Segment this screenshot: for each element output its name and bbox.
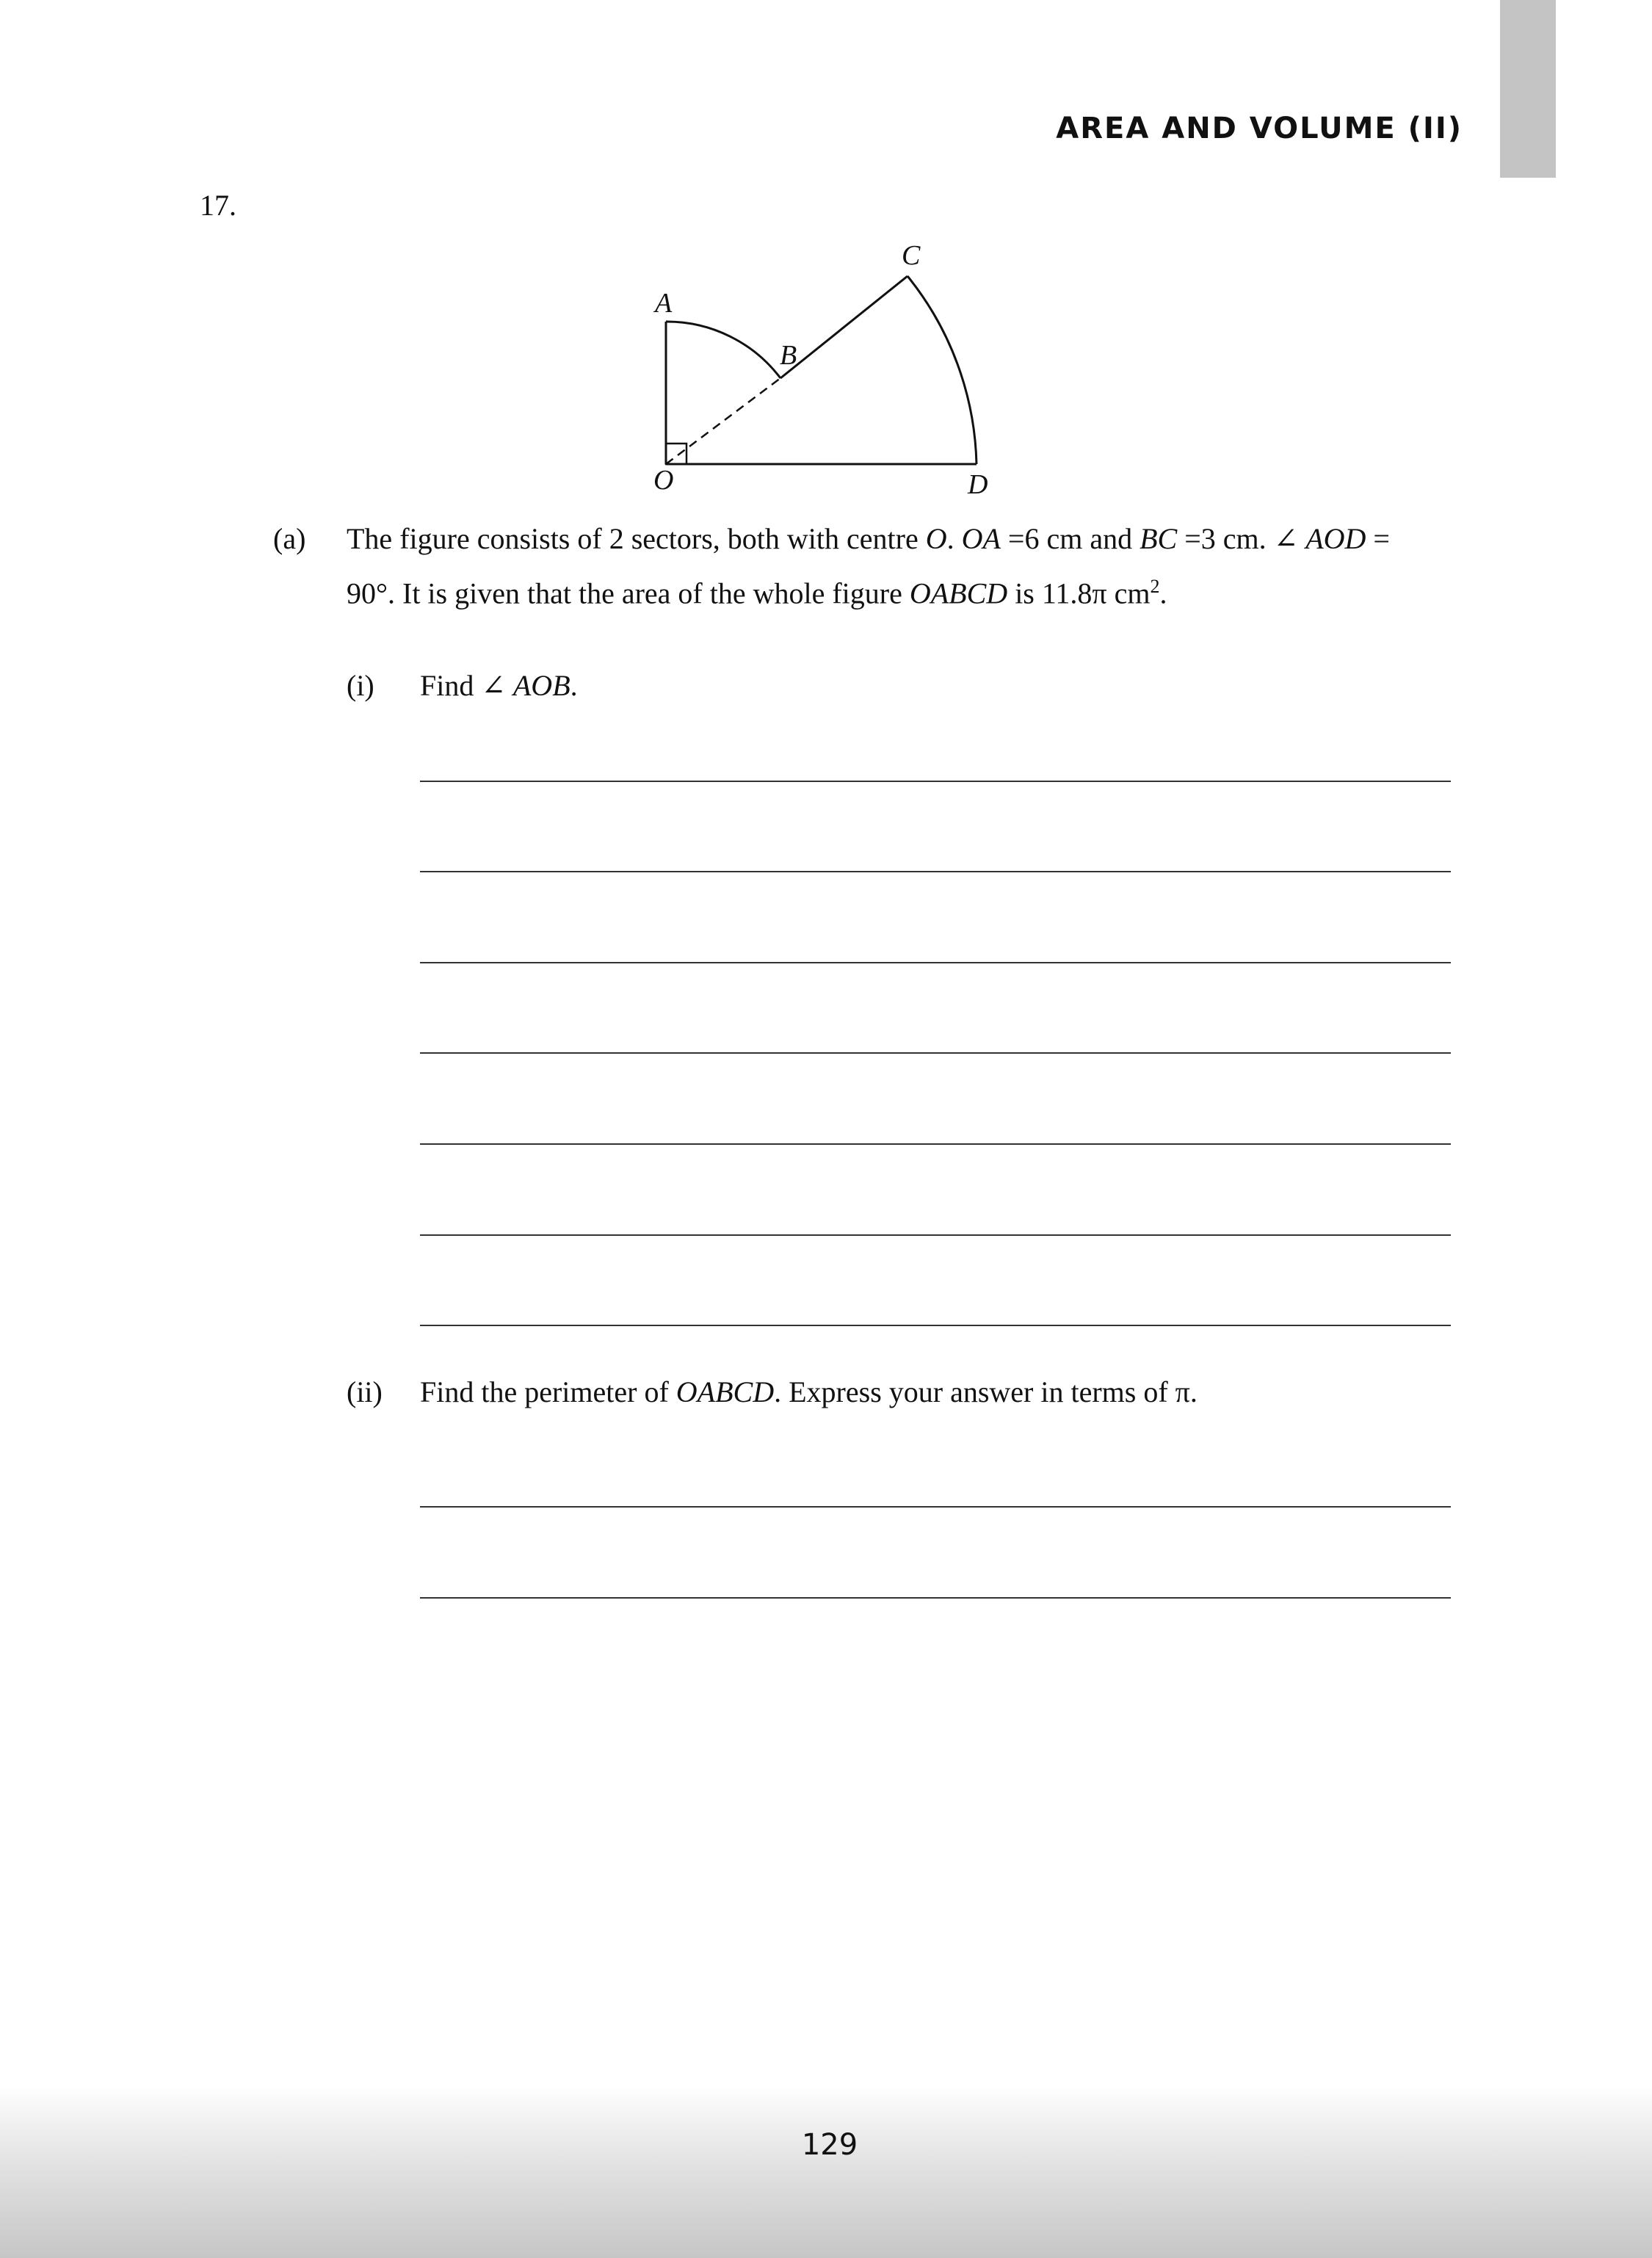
var-aod: AOD	[1305, 522, 1366, 555]
text: Find	[420, 669, 482, 702]
text: Find the perimeter of	[420, 1375, 676, 1408]
angle-symbol: ∠	[1273, 522, 1299, 555]
sub-i-label: (i)	[347, 669, 374, 702]
part-a-label: (a)	[273, 522, 306, 555]
label-d: D	[968, 469, 988, 500]
var-bc: BC	[1140, 522, 1178, 555]
text: . Express your answer in terms of π.	[774, 1375, 1198, 1408]
answer-line[interactable]	[420, 871, 1451, 872]
text: .	[570, 669, 578, 702]
label-a: A	[655, 288, 673, 319]
part-a-line1	[347, 521, 1390, 556]
text: .	[1159, 576, 1167, 610]
sub-ii-label: (ii)	[347, 1375, 383, 1408]
answer-line[interactable]	[420, 1052, 1451, 1054]
text: 90°. It is given that the area of the whole figure	[347, 576, 910, 610]
answer-line[interactable]	[420, 1143, 1451, 1145]
sub-i-text	[420, 668, 578, 703]
answer-line[interactable]	[420, 781, 1451, 782]
label-c: C	[902, 240, 921, 271]
superscript: 2	[1150, 576, 1160, 597]
answer-line[interactable]	[420, 1234, 1451, 1236]
answer-line[interactable]	[420, 1506, 1451, 1508]
text: =3 cm.	[1177, 522, 1274, 555]
text: .	[946, 522, 962, 555]
section-title: AREA AND VOLUME (II)	[1056, 112, 1463, 145]
text: =	[1366, 522, 1390, 555]
side-tab-marker	[1500, 0, 1556, 178]
label-o: O	[653, 465, 674, 496]
segment-ob-dashed	[666, 378, 780, 464]
var-oa: OA	[961, 522, 1001, 555]
text: The figure consists of 2 sectors, both with centre	[347, 522, 926, 555]
answer-line[interactable]	[420, 962, 1451, 963]
arc-ab	[666, 322, 780, 378]
var-aob: AOB	[512, 669, 570, 702]
var-oabcd: OABCD	[909, 576, 1008, 610]
label-b: B	[780, 340, 797, 371]
answer-line[interactable]	[420, 1597, 1451, 1599]
var-oabcd: OABCD	[675, 1375, 775, 1408]
var-o: O	[925, 522, 947, 555]
sub-ii-text	[420, 1375, 1198, 1409]
segment-bc	[780, 276, 907, 378]
part-a-line2	[347, 576, 1167, 610]
question-number: 17.	[200, 189, 236, 222]
text: =6 cm and	[1000, 522, 1140, 555]
sectors-figure	[631, 235, 1013, 507]
footer-band	[0, 2085, 1652, 2258]
page-number: 129	[801, 2128, 858, 2162]
angle-symbol: ∠	[481, 669, 506, 702]
text: is 11.8π cm	[1007, 576, 1151, 610]
arc-cd	[907, 276, 977, 464]
answer-line[interactable]	[420, 1325, 1451, 1326]
